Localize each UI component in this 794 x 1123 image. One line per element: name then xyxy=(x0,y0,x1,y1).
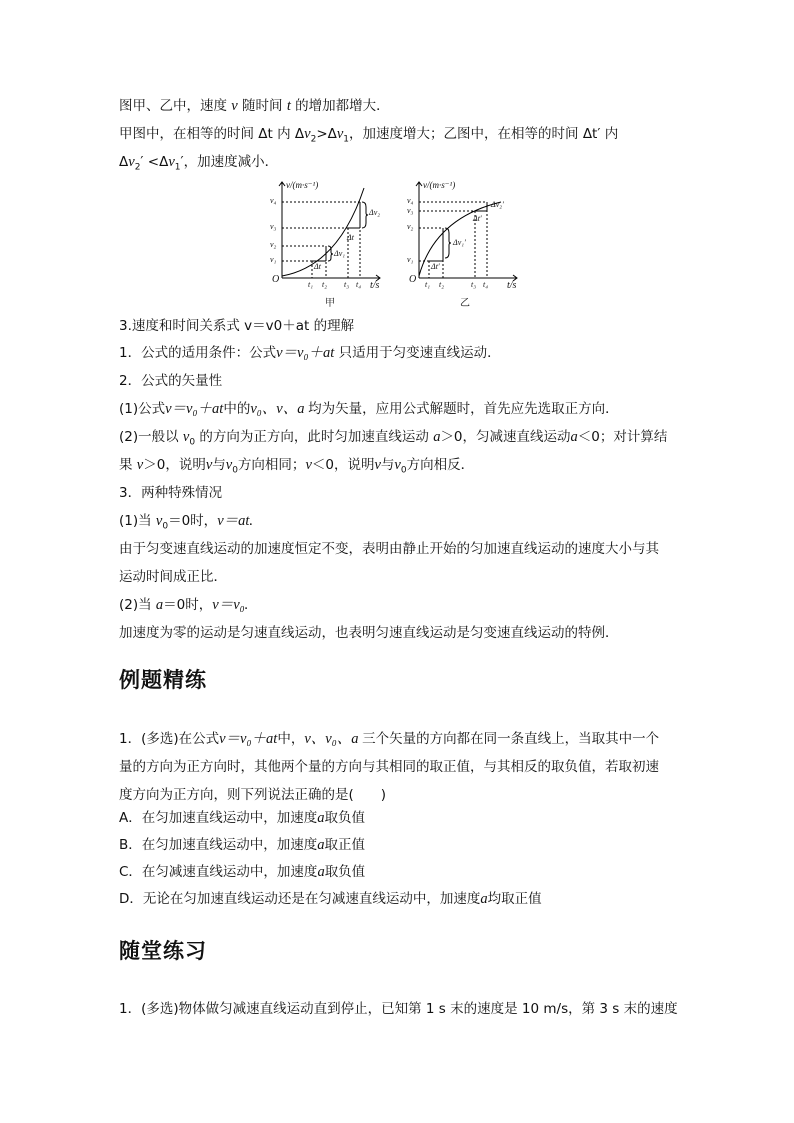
text: (2)一般以 xyxy=(119,429,179,445)
var-v: v xyxy=(205,457,213,473)
delta-v2-label: Δv₂ xyxy=(369,208,381,217)
var-a: a xyxy=(480,891,488,907)
text: 均取正值 xyxy=(487,891,542,907)
text: ＜0；对计算结 xyxy=(577,429,668,445)
var-v0: v xyxy=(182,429,190,445)
intro-line-3 xyxy=(119,152,278,178)
var-v: v xyxy=(336,126,344,142)
text: ＞0，匀减速直线运动 xyxy=(440,429,571,445)
text: ＝0时， xyxy=(163,597,213,613)
intro-text: 随时间 xyxy=(242,98,283,114)
text: D．无论在匀加速直线运动还是在匀减速直线运动中，加速度 xyxy=(119,891,481,907)
section3-p10 xyxy=(119,595,248,615)
var-a: a xyxy=(317,810,325,826)
vectors: v、v₀、a xyxy=(304,731,363,747)
section3-p7 xyxy=(119,511,253,537)
var-v0: v xyxy=(155,513,163,529)
formula: v＝v₀＋at xyxy=(276,345,335,361)
y-tick: v₃ xyxy=(407,206,414,215)
text: (1)当 xyxy=(119,513,152,529)
subscript: 0 xyxy=(232,465,238,476)
intro-text: 的增加都增大． xyxy=(295,98,390,114)
x-tick: t₄ xyxy=(483,280,489,289)
examples-heading: 例题精练 xyxy=(119,668,207,692)
section3-title: 3.速度和时间关系式 v＝v0＋at 的理解 xyxy=(119,318,355,334)
intro-text: ′ <Δ xyxy=(140,154,169,170)
section3-p6: 3．两种特殊情况 xyxy=(119,485,223,501)
text: 与 xyxy=(380,457,395,473)
text: ＜0，说明 xyxy=(311,457,375,473)
figure-right-graph xyxy=(405,178,525,307)
delta-t-label: Δt xyxy=(314,262,321,271)
section3-p11: 加速度为零的运动是匀速直线运动，也表明匀速直线运动是匀变速直线运动的特例． xyxy=(119,625,619,641)
text: 方向相同； xyxy=(237,457,306,473)
text: (1)公式 xyxy=(119,401,166,417)
text: 只适用于匀变速直线运动． xyxy=(338,345,501,361)
text: (2)当 xyxy=(119,597,152,613)
x-axis-label: t/s xyxy=(370,280,380,291)
section3-p2: 2．公式的矢量性 xyxy=(119,373,223,389)
var-v: v xyxy=(136,457,144,473)
vectors: v₀、v、a xyxy=(250,401,309,417)
var-v: v xyxy=(128,154,135,170)
example-q1-line3: 度方向为正方向，则下列说法正确的是( ) xyxy=(119,787,387,803)
practice-q1: 1．(多选)物体做匀减速直线运动直到停止，已知第 1 s 末的速度是 10 m/s，第 3 s 末的速度 xyxy=(119,1001,678,1017)
var-a: a xyxy=(317,864,325,880)
var-a: a xyxy=(570,429,578,445)
subscript: 2 xyxy=(134,162,141,173)
y-tick: v₁ xyxy=(270,255,277,264)
delta-v2-label: Δv₂′ xyxy=(491,200,504,209)
text: ＞0，说明 xyxy=(143,457,206,473)
x-tick: t₁ xyxy=(425,280,431,289)
section3-p9: 运动时间成正比． xyxy=(119,569,227,585)
figure-caption: 乙 xyxy=(460,298,470,309)
x-tick: t₄ xyxy=(356,280,362,289)
text: A．在匀加速直线运动中，加速度 xyxy=(119,810,318,826)
text: 果 xyxy=(119,457,133,473)
y-tick: v₂ xyxy=(270,240,277,249)
intro-text: ，加速度增大；乙图中，在相等的时间 Δt′ 内 xyxy=(349,126,619,142)
x-tick: t₁ xyxy=(308,280,314,289)
text: 取负值 xyxy=(324,864,366,880)
delta-t-label: Δt′ xyxy=(431,262,440,271)
practice-heading: 随堂练习 xyxy=(119,939,207,963)
text: 均为矢量，应用公式解题时，首先应先选取正方向． xyxy=(308,401,619,417)
origin-label: O xyxy=(409,274,417,285)
text: 中的 xyxy=(223,401,251,417)
y-tick: v₄ xyxy=(270,196,277,205)
text: 取正值 xyxy=(324,837,366,853)
y-tick: v₄ xyxy=(407,196,414,205)
delta-v1-label: Δv₁′ xyxy=(453,238,466,247)
intro-text: Δ xyxy=(119,154,129,170)
x-tick: t₃ xyxy=(344,280,350,289)
y-tick: v₁ xyxy=(407,255,414,264)
intro-line-1 xyxy=(119,96,390,116)
text: 方向相反． xyxy=(406,457,475,473)
figure-caption: 甲 xyxy=(325,298,335,309)
figure-left-graph xyxy=(268,178,388,307)
subscript: 1 xyxy=(343,134,350,145)
x-tick: t₂ xyxy=(439,280,445,289)
var-a: a xyxy=(155,597,164,613)
formula: v＝at. xyxy=(217,513,254,529)
y-tick: v₂ xyxy=(407,222,414,231)
var-v0: v xyxy=(225,457,233,473)
option-d xyxy=(119,889,542,909)
text: 三个矢量的方向都在同一条直线上，当取其中一个 xyxy=(362,731,660,747)
section3-p5 xyxy=(119,455,474,481)
subscript: 1 xyxy=(174,162,181,173)
section3-p4 xyxy=(119,427,667,453)
origin-label: O xyxy=(272,274,280,285)
x-axis-label: t/s xyxy=(507,280,517,291)
y-tick: v₃ xyxy=(270,222,277,231)
formula: v＝v₀＋at xyxy=(219,731,278,747)
text: B．在匀加速直线运动中，加速度 xyxy=(119,837,318,853)
text: 的方向为正方向，此时匀加速直线运动 xyxy=(199,429,429,445)
text: 与 xyxy=(212,457,226,473)
text: ＝0时， xyxy=(168,513,218,529)
x-tick: t₂ xyxy=(322,280,328,289)
intro-line-2 xyxy=(119,124,618,150)
var-t: t xyxy=(286,98,291,114)
section3-p8: 由于匀变速直线运动的加速度恒定不变，表明由静止开始的匀加速直线运动的速度大小与其 xyxy=(119,541,659,557)
option-a xyxy=(119,808,365,828)
section3-p1 xyxy=(119,343,501,363)
text: 中， xyxy=(277,731,305,747)
section3-p3 xyxy=(119,399,619,419)
delta-t-label: Δt′ xyxy=(473,214,482,223)
var-v: v xyxy=(305,457,312,473)
intro-text: 图甲、乙中，速度 xyxy=(119,98,227,114)
subscript: 2 xyxy=(310,134,317,145)
var-v: v xyxy=(374,457,381,473)
option-c xyxy=(119,862,365,882)
subscript: 0 xyxy=(162,521,169,532)
delta-v1-label: Δv₁ xyxy=(334,249,346,258)
example-q1-line1 xyxy=(119,729,659,749)
intro-text: >Δ xyxy=(316,126,337,142)
var-v: v xyxy=(168,154,175,170)
var-a: a xyxy=(433,429,441,445)
var-v: v xyxy=(231,98,238,114)
var-v0: v xyxy=(394,457,401,473)
text: C．在匀减速直线运动中，加速度 xyxy=(119,864,318,880)
x-tick: t₃ xyxy=(471,280,477,289)
intro-text: 甲图中，在相等的时间 Δt 内 Δ xyxy=(119,126,305,142)
var-a: a xyxy=(317,837,325,853)
y-axis-label: v/(m·s⁻¹) xyxy=(286,180,319,190)
text: 取负值 xyxy=(324,810,365,826)
delta-t-label: Δt xyxy=(347,233,354,242)
var-v: v xyxy=(304,126,311,142)
subscript: 0 xyxy=(400,465,407,476)
subscript: 0 xyxy=(189,437,196,448)
formula: v＝v₀. xyxy=(212,597,249,613)
text: 1．公式的适用条件：公式 xyxy=(119,345,277,361)
text: 1．(多选)在公式 xyxy=(119,731,220,747)
example-q1-line2: 量的方向为正方向时，其他两个量的方向与其相同的取正值，与其相反的取负值，若取初速 xyxy=(119,759,659,775)
formula: v＝v₀＋at xyxy=(165,401,224,417)
y-axis-label: v/(m·s⁻¹) xyxy=(423,180,456,190)
intro-text: ′，加速度减小． xyxy=(180,154,279,170)
option-b xyxy=(119,835,365,855)
